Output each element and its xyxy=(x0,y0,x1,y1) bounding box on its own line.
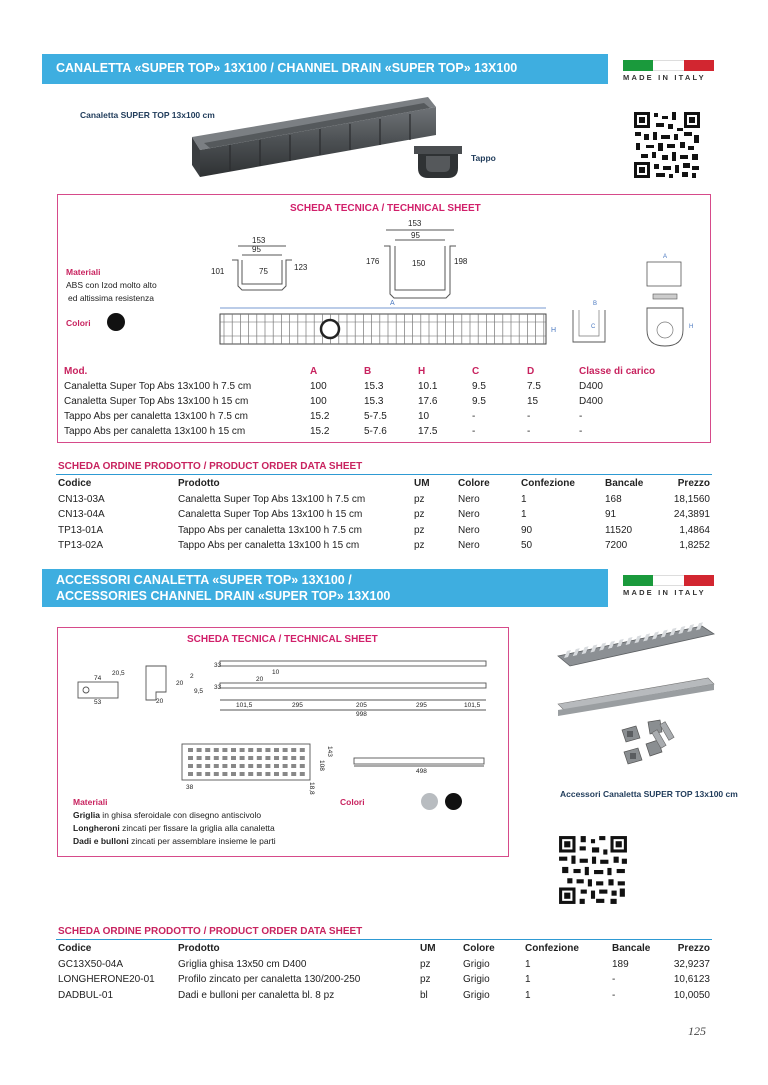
table-row: DADBUL-01 Dadi e bulloni per canaletta bl. 8 pz bl Grigio 1 - 10,0050 xyxy=(58,989,710,1001)
dim-198: 198 xyxy=(454,257,468,266)
svg-text:101,5: 101,5 xyxy=(464,702,481,709)
accessories-image xyxy=(552,620,722,780)
colors-label-2: Colori xyxy=(340,797,365,807)
dim-95b: 95 xyxy=(411,231,420,240)
materials-block xyxy=(66,266,157,305)
color-swatch-black-2 xyxy=(445,793,462,810)
section1-banner-text: CANALETTA «SUPER TOP» 13X100 / CHANNEL DRAIN «SUPER TOP» 13X100 xyxy=(56,61,518,75)
dim-95a: 95 xyxy=(252,245,261,254)
order-sheet-title-2: SCHEDA ORDINE PRODOTTO / PRODUCT ORDER DATA SHEET xyxy=(58,926,363,937)
svg-text:295: 295 xyxy=(292,702,303,709)
specs-header-class: Classe di carico xyxy=(579,366,656,377)
order-sheet-divider-2 xyxy=(56,939,712,940)
svg-text:74: 74 xyxy=(94,675,102,682)
order-sheet-title: SCHEDA ORDINE PRODOTTO / PRODUCT ORDER DATA SHEET xyxy=(58,461,363,472)
svg-text:498: 498 xyxy=(416,768,427,775)
side-view-drawing xyxy=(565,250,700,358)
table-row: Canaletta Super Top Abs 13x100 h 7.5 cm 100 15.3 10.1 9.5 7.5 D400 xyxy=(64,381,603,392)
channel-drain-caption: Canaletta SUPER TOP 13x100 cm xyxy=(80,110,215,120)
order-sheet-table xyxy=(58,476,710,554)
svg-text:33: 33 xyxy=(214,684,222,691)
qr-code-icon-2[interactable] xyxy=(557,834,629,906)
specs-header-row xyxy=(64,364,679,379)
longitudinal-drawing xyxy=(218,296,558,354)
table-row: TP13-02A Tappo Abs per canaletta 13x100 h 15 cm pz Nero 50 7200 1,8252 xyxy=(58,540,710,552)
specs-table xyxy=(64,364,679,439)
dim-101: 101 xyxy=(211,267,225,276)
svg-text:998: 998 xyxy=(356,711,367,718)
table-row: Tappo Abs per canaletta 13x100 h 7.5 cm 15.2 5-7.5 10 - - - xyxy=(64,411,583,422)
dim-176: 176 xyxy=(366,257,380,266)
svg-text:295: 295 xyxy=(416,702,427,709)
dim-153b: 153 xyxy=(408,219,422,228)
table-row: LONGHERONE20-01 Profilo zincato per canaletta 130/200-250 pz Grigio 1 - 10,6123 xyxy=(58,974,710,986)
svg-text:101,5: 101,5 xyxy=(236,702,253,709)
cap-caption: Tappo xyxy=(471,153,496,163)
made-in-italy-text-2: MADE IN ITALY xyxy=(623,588,706,597)
svg-text:53: 53 xyxy=(94,699,102,706)
svg-text:C: C xyxy=(591,324,596,330)
qr-code-icon[interactable] xyxy=(632,110,702,180)
section2-banner xyxy=(42,569,608,607)
channel-drain-image xyxy=(190,95,440,185)
svg-text:20,5: 20,5 xyxy=(112,670,125,677)
order-header-row: Codice Prodotto UM Colore Confezione Bancale Prezzo xyxy=(58,478,710,490)
accessories-drawing xyxy=(64,656,504,796)
materials-text-2: ed altissima resistenza xyxy=(68,293,154,303)
specs-header-b: B xyxy=(364,366,372,377)
dim-153a: 153 xyxy=(252,236,266,245)
svg-text:38: 38 xyxy=(186,784,194,791)
color-swatch-black xyxy=(107,313,125,331)
svg-text:B: B xyxy=(593,301,598,307)
order-sheet-table-2 xyxy=(58,941,710,1003)
svg-text:108: 108 xyxy=(318,760,325,771)
svg-text:10: 10 xyxy=(272,669,280,676)
table-row: TP13-01A Tappo Abs per canaletta 13x100 h 7.5 cm pz Nero 90 11520 1,4864 xyxy=(58,524,710,536)
svg-text:143: 143 xyxy=(326,746,333,757)
materials-label: Materiali xyxy=(66,267,101,277)
svg-text:20: 20 xyxy=(156,698,164,705)
dim-75: 75 xyxy=(259,267,268,276)
table-row: CN13-04A Canaletta Super Top Abs 13x100 h 15 cm pz Nero 1 91 24,3891 xyxy=(58,509,710,521)
cap-image xyxy=(412,144,464,180)
dim-H: H xyxy=(551,327,557,334)
specs-header-mod: Mod. xyxy=(64,366,88,377)
section2-banner-line2: ACCESSORIES CHANNEL DRAIN «SUPER TOP» 13X100 xyxy=(56,589,391,603)
dim-A: A xyxy=(390,300,395,307)
order-sheet-divider xyxy=(56,474,712,475)
section1-banner xyxy=(42,54,608,84)
specs-header-c: C xyxy=(472,366,480,377)
dim-150: 150 xyxy=(412,259,426,268)
materials-label-2: Materiali xyxy=(73,797,108,807)
dim-123: 123 xyxy=(294,263,308,272)
colors-label: Colori xyxy=(66,318,91,328)
accessories-caption: Accessori Canaletta SUPER TOP 13x100 cm xyxy=(560,789,738,799)
svg-text:205: 205 xyxy=(356,702,367,709)
specs-header-h: H xyxy=(418,366,426,377)
table-row: Tappo Abs per canaletta 13x100 h 15 cm 15.2 5-7.6 17.5 - - - xyxy=(64,426,583,437)
made-in-italy-badge xyxy=(623,60,714,82)
materials-block-2: Griglia in ghisa sferoidale con disegno antiscivolo Longheroni zincati per fissare la griglia alla canaletta Dadi e bulloni zincati per assemblare insieme le parti xyxy=(73,810,276,846)
section2-banner-line1: ACCESSORI CANALETTA «SUPER TOP» 13X100 / xyxy=(56,573,352,587)
cross-section-drawing xyxy=(208,218,478,302)
svg-text:33: 33 xyxy=(214,662,222,669)
technical-sheet-title: SCHEDA TECNICA / TECHNICAL SHEET xyxy=(290,203,481,214)
svg-text:20: 20 xyxy=(176,680,184,687)
page-number: 125 xyxy=(688,1024,706,1038)
technical-sheet-title-2: SCHEDA TECNICA / TECHNICAL SHEET xyxy=(187,634,378,645)
svg-text:18,8: 18,8 xyxy=(308,782,315,795)
svg-text:9,5: 9,5 xyxy=(194,688,204,695)
specs-header-d: D xyxy=(527,366,535,377)
table-row: GC13X50-04A Griglia ghisa 13x50 cm D400 pz Grigio 1 189 32,9237 xyxy=(58,958,710,970)
materials-text-1: ABS con Izod molto alto xyxy=(66,280,157,290)
svg-text:2: 2 xyxy=(190,673,194,680)
svg-text:20: 20 xyxy=(256,676,264,683)
svg-text:A: A xyxy=(663,254,668,260)
made-in-italy-text: MADE IN ITALY xyxy=(623,73,706,82)
table-row: Canaletta Super Top Abs 13x100 h 15 cm 100 15.3 17.6 9.5 15 D400 xyxy=(64,396,603,407)
order-header-row-2: Codice Prodotto UM Colore Confezione Bancale Prezzo xyxy=(58,943,710,955)
specs-header-a: A xyxy=(310,366,318,377)
table-row: CN13-03A Canaletta Super Top Abs 13x100 h 7.5 cm pz Nero 1 168 18,1560 xyxy=(58,493,710,505)
made-in-italy-badge-2 xyxy=(623,575,714,597)
color-swatch-grey xyxy=(421,793,438,810)
svg-text:H: H xyxy=(689,324,694,330)
